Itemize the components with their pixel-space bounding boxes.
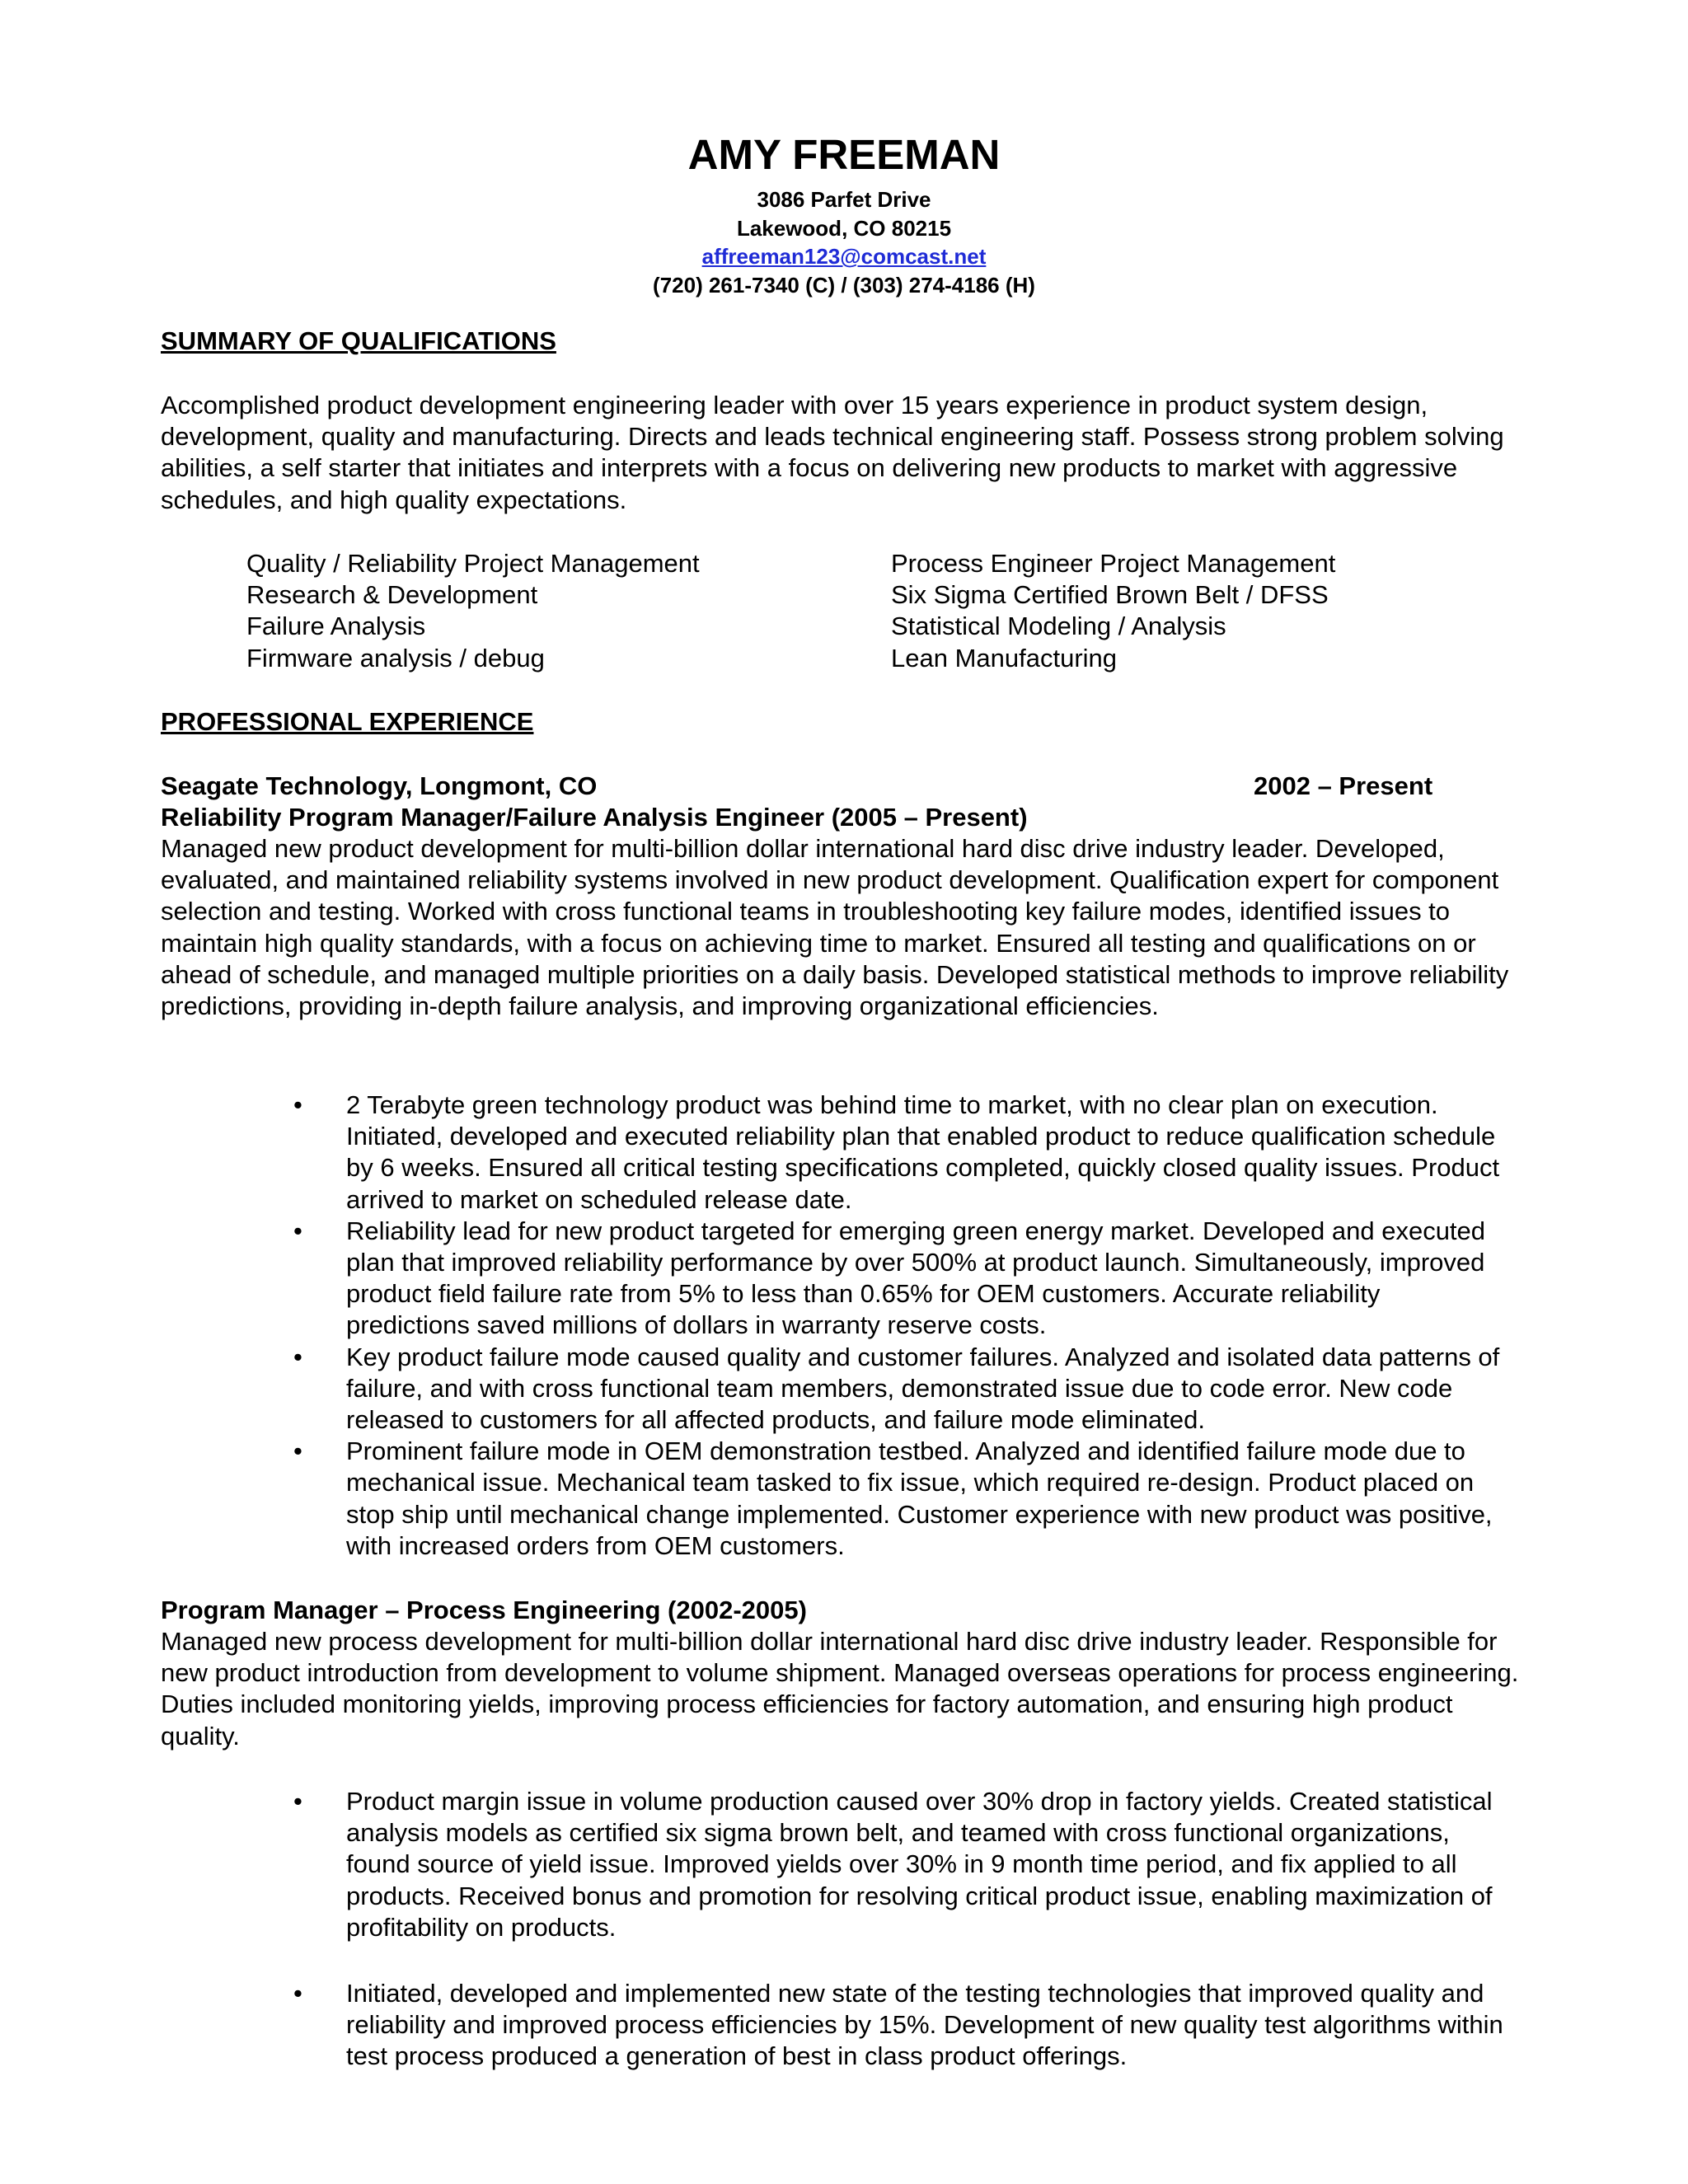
- company-line: Seagate Technology, Longmont, CO: [161, 771, 598, 800]
- skill-item: Six Sigma Certified Brown Belt / DFSS: [891, 580, 1329, 610]
- bullet-icon: •: [293, 1979, 302, 2008]
- skill-item: Statistical Modeling / Analysis: [891, 612, 1226, 641]
- city-line: Lakewood, CO 80215: [736, 216, 952, 241]
- bullet-icon: •: [293, 1787, 302, 1816]
- skill-item: Lean Manufacturing: [891, 643, 1118, 673]
- skill-item: Quality / Reliability Project Management: [246, 549, 700, 578]
- list-item: • Product margin issue in volume production caused over 30% drop in factory yields. Created statistical analysis models as certified six sigma brown belt, and teamed with cross functional organizations, found source of yield issue. Improved yields over 30% in 9 month time period, and fix applied to all products. Received bonus and promotion for resolving critical product issue, enabling maximization of profitability on products.: [293, 1787, 1493, 1942]
- bullet-icon: •: [293, 1090, 302, 1119]
- summary-heading: SUMMARY OF QUALIFICATIONS: [161, 326, 556, 355]
- skill-item: Firmware analysis / debug: [246, 643, 545, 673]
- role-description-reliability: Managed new product development for multi-billion dollar international hard disc drive industry leader. Developed, evaluated, and maintained reliability systems involved in new product development. Qualification expert for component selection and testing. Worked with cross functional teams in troubleshooting key failure modes, identified issues to maintain high quality standards, with a focus on achieving time to market. Ensured all testing and qualifications on or ahead of schedule, and managed multiple priorities on a daily basis. Developed statistical methods to improve reliability predictions, providing in-depth failure analysis, and improving organizational efficiencies.: [161, 834, 1509, 1021]
- list-item: • Key product failure mode caused quality and customer failures. Analyzed and isolated data patterns of failure, and with cross functional team members, demonstrated issue due to code error. New code released to customers for all affected products, and failure mode eliminated.: [293, 1342, 1500, 1435]
- email-row: [0, 242, 1688, 270]
- summary-paragraph: Accomplished product development engineering leader with over 15 years experience in product system design, development, quality and manufacturing. Directs and leads technical engineering staff. Possess strong problem solving abilities, a self starter that initiates and interprets with a focus on delivering new products to market with aggressive schedules, and high quality expectations.: [161, 391, 1504, 514]
- skill-item: Research & Development: [246, 580, 538, 610]
- process-bullets: [0, 1786, 1508, 1943]
- bullet-icon: •: [293, 1342, 302, 1371]
- list-item: • Initiated, developed and implemented new state of the testing technologies that improved quality and reliability and improved process efficiencies by 15%. Development of new quality test algorithms within test process produced a generation of best in class product offerings.: [293, 1979, 1503, 2071]
- list-item: • 2 Terabyte green technology product was behind time to market, with no clear plan on execution. Initiated, developed and executed reliability plan that enabled product to reduce qualification schedule by 6 weeks. Ensured all critical testing specifications completed, quickly closed quality issues. Product arrived to market on scheduled release date.: [293, 1090, 1500, 1214]
- bullet-icon: •: [293, 1216, 302, 1245]
- list-item: • Reliability lead for new product targeted for emerging green energy market. Developed and executed plan that improved reliability performance by over 500% at product launch. Simultaneously, improved product field failure rate from 5% to less than 0.65% for OEM customers. Accurate reliability predictions saved millions of dollars in warranty reserve costs.: [293, 1216, 1486, 1340]
- role-title-process: Program Manager – Process Engineering (2002-2005): [161, 1596, 807, 1624]
- experience-heading: PROFESSIONAL EXPERIENCE: [161, 707, 534, 736]
- candidate-name: AMY FREEMAN: [687, 131, 1001, 178]
- list-item: • Prominent failure mode in OEM demonstration testbed. Analyzed and identified failure mode due to mechanical issue. Mechanical team tasked to fix issue, which required re-design. Product placed on stop ship until mechanical change implemented. Customer experience with new product was positive, with increased orders from OEM customers.: [293, 1436, 1493, 1560]
- reliability-bullets: [0, 1090, 1508, 1562]
- email-link[interactable]: affreeman123@comcast.net: [701, 244, 987, 269]
- role-title-reliability: Reliability Program Manager/Failure Analysis Engineer (2005 – Present): [161, 803, 1028, 832]
- address-line: 3086 Parfet Drive: [757, 187, 931, 212]
- skills-left-column: [246, 548, 700, 674]
- skills-right-column: [891, 548, 1335, 674]
- bullet-icon: •: [293, 1436, 302, 1466]
- skill-item: Process Engineer Project Management: [891, 549, 1336, 578]
- phone-line: (720) 261-7340 (C) / (303) 274-4186 (H): [653, 273, 1035, 298]
- company-dates: 2002 – Present: [1254, 771, 1433, 800]
- process-bullets-2: [0, 1978, 1508, 2073]
- skill-item: Failure Analysis: [246, 612, 426, 641]
- role-description-process: Managed new process development for multi-billion dollar international hard disc drive industry leader. Responsible for new product introduction from development to volume shipment. Managed overseas operations for process engineering. Duties included monitoring yields, improving process efficiencies for factory automation, and ensuring high product quality.: [161, 1627, 1519, 1750]
